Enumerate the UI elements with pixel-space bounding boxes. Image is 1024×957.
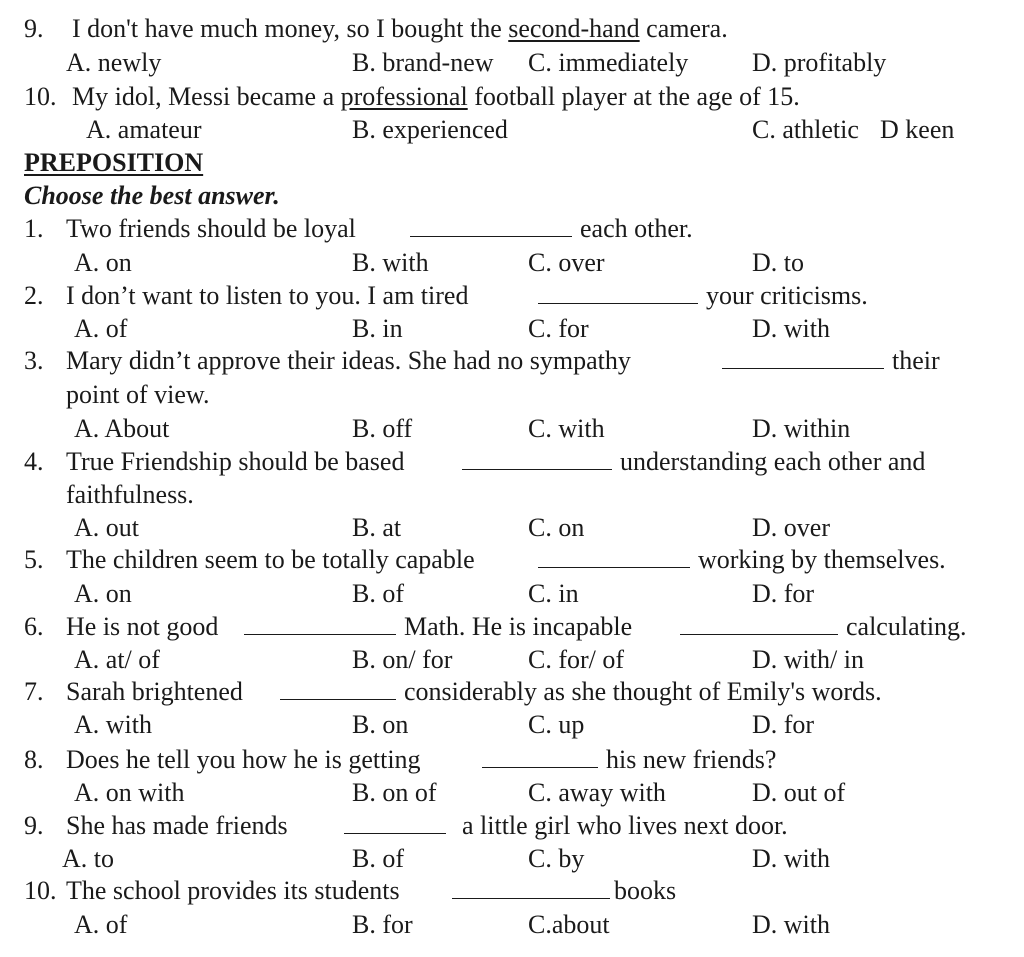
question-number: 1. [24, 214, 44, 243]
option-b[interactable]: B. on [352, 710, 409, 739]
option-c[interactable]: C. over [528, 248, 605, 277]
option-c[interactable]: C. away with [528, 778, 666, 807]
option-a[interactable]: A. amateur [86, 115, 202, 144]
answer-blank[interactable] [680, 612, 838, 635]
question-text: True Friendship should be based [66, 447, 405, 476]
answer-blank[interactable] [462, 447, 612, 470]
answer-blank[interactable] [452, 876, 610, 899]
answer-blank[interactable] [482, 745, 598, 768]
option-d[interactable]: D. for [752, 710, 815, 739]
option-a[interactable]: A. of [74, 314, 128, 343]
question-text: calculating. [846, 612, 967, 641]
question-text: each other. [580, 214, 693, 243]
question-number: 10. [24, 876, 57, 905]
instruction: Choose the best answer. [24, 181, 280, 210]
question-text: a little girl who lives next door. [462, 811, 788, 840]
option-d[interactable]: D. with/ in [752, 645, 864, 674]
option-d[interactable]: D. to [752, 248, 804, 277]
option-c[interactable]: C. athletic [752, 115, 859, 144]
question-number: 7. [24, 677, 44, 706]
option-b[interactable]: B. at [352, 513, 402, 542]
option-a[interactable]: A. out [74, 513, 139, 542]
option-b[interactable]: B. brand-new [352, 48, 494, 77]
option-c[interactable]: C. on [528, 513, 585, 542]
question-number: 2. [24, 281, 44, 310]
question-text: Math. He is incapable [404, 612, 633, 641]
question-text: books [614, 876, 677, 905]
question-text: Sarah brightened [66, 677, 243, 706]
option-c[interactable]: C. in [528, 579, 579, 608]
question-text: working by themselves. [698, 545, 946, 574]
option-a[interactable]: A. on with [74, 778, 185, 807]
answer-blank[interactable] [344, 811, 446, 834]
question-text: Mary didn’t approve their ideas. She had no sympathy [66, 346, 631, 375]
question-number: 3. [24, 346, 44, 375]
option-b[interactable]: B. of [352, 844, 404, 873]
question-text: I don't have much money, so I bought the second-hand camera. [72, 14, 728, 43]
option-a[interactable]: A. at/ of [74, 645, 160, 674]
answer-blank[interactable] [410, 214, 572, 237]
option-d[interactable]: D. over [752, 513, 830, 542]
option-b[interactable]: B. on of [352, 778, 437, 807]
option-a[interactable]: A. with [74, 710, 152, 739]
answer-blank[interactable] [538, 281, 698, 304]
option-b[interactable]: B. experienced [352, 115, 508, 144]
option-c[interactable]: C. by [528, 844, 585, 873]
question-number: 8. [24, 745, 44, 774]
question-text: The school provides its students [66, 876, 400, 905]
option-c[interactable]: C. up [528, 710, 585, 739]
option-d[interactable]: D. for [752, 579, 815, 608]
question-number: 5. [24, 545, 44, 574]
question-text: Two friends should be loyal [66, 214, 356, 243]
option-c[interactable]: C. for [528, 314, 589, 343]
question-text: their [892, 346, 940, 375]
option-d[interactable]: D. with [752, 314, 830, 343]
underlined-word: second-hand [508, 14, 640, 43]
question-text: point of view. [66, 380, 210, 409]
option-a[interactable]: A. of [74, 910, 128, 939]
section-heading: PREPOSITION [24, 148, 204, 177]
question-text: She has made friends [66, 811, 288, 840]
option-c[interactable]: C. immediately [528, 48, 689, 77]
option-c[interactable]: C. with [528, 414, 605, 443]
option-b[interactable]: B. with [352, 248, 429, 277]
question-text: Does he tell you how he is getting [66, 745, 421, 774]
question-text: He is not good [66, 612, 219, 641]
answer-blank[interactable] [244, 612, 396, 635]
option-a[interactable]: A. to [62, 844, 114, 873]
option-d[interactable]: D. with [752, 844, 830, 873]
option-b[interactable]: B. in [352, 314, 403, 343]
question-number: 6. [24, 612, 44, 641]
question-number: 4. [24, 447, 44, 476]
answer-blank[interactable] [538, 545, 690, 568]
answer-blank[interactable] [280, 677, 396, 700]
question-number: 9. [24, 811, 44, 840]
option-a[interactable]: A. newly [66, 48, 162, 77]
question-number: 9. [24, 14, 44, 43]
underlined-word: professional [340, 82, 468, 111]
question-text: faithfulness. [66, 480, 194, 509]
option-a[interactable]: A. on [74, 579, 132, 608]
option-d[interactable]: D. within [752, 414, 851, 443]
question-text: considerably as she thought of Emily's words. [404, 677, 882, 706]
option-d[interactable]: D. profitably [752, 48, 887, 77]
option-a[interactable]: A. About [74, 414, 170, 443]
option-b[interactable]: B. off [352, 414, 413, 443]
option-d[interactable]: D. with [752, 910, 830, 939]
question-text: My idol, Messi became a professional football player at the age of 15. [72, 82, 800, 111]
question-text: The children seem to be totally capable [66, 545, 475, 574]
option-c[interactable]: C.about [528, 910, 610, 939]
option-a[interactable]: A. on [74, 248, 132, 277]
option-b[interactable]: B. for [352, 910, 413, 939]
question-number: 10. [24, 82, 57, 111]
option-d[interactable]: D. out of [752, 778, 846, 807]
question-text: your criticisms. [706, 281, 868, 310]
question-text: I don’t want to listen to you. I am tired [66, 281, 469, 310]
option-c[interactable]: C. for/ of [528, 645, 625, 674]
answer-blank[interactable] [722, 346, 884, 369]
question-text: his new friends? [606, 745, 777, 774]
option-b[interactable]: B. on/ for [352, 645, 453, 674]
option-b[interactable]: B. of [352, 579, 404, 608]
question-text: understanding each other and [620, 447, 926, 476]
option-d[interactable]: D keen [880, 115, 955, 144]
